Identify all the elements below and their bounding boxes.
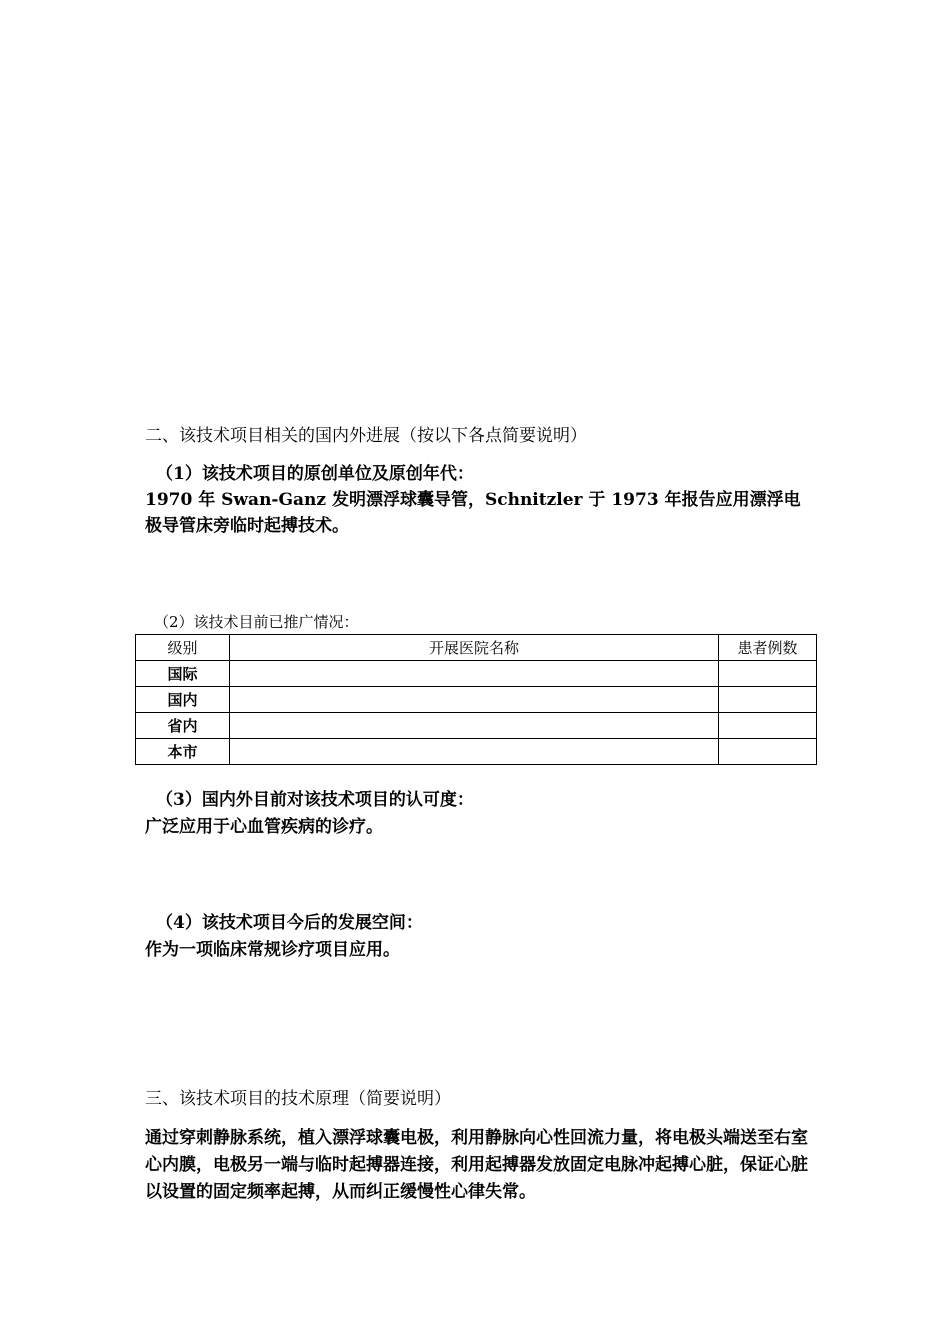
- item-1-body: 1970 年 Swan-Ganz 发明漂浮球囊导管，Schnitzler 于 1973 年报告应用漂浮电极导管床旁临时起搏技术。: [145, 490, 801, 536]
- column-header-hospital: 开展医院名称: [230, 635, 719, 661]
- column-header-cases: 患者例数: [719, 635, 817, 661]
- hospital-cell: [230, 739, 719, 765]
- section-2-title: 二、该技术项目相关的国内外进展（按以下各点简要说明）: [145, 426, 587, 446]
- promotion-table: [135, 634, 817, 765]
- table-row: [136, 713, 817, 739]
- hospital-cell: [230, 687, 719, 713]
- table-row: [136, 687, 817, 713]
- item-2-heading: （2）该技术目前已推广情况：: [154, 613, 359, 631]
- section-3-body: 通过穿刺静脉系统，植入漂浮球囊电极，利用静脉向心性回流力量，将电极头端送至右室心内膜，电极另一端与临时起搏器连接，利用起搏器发放固定电脉冲起搏心脏，保证心脏以设置的固定频率起搏，从而纠正缓慢性心律失常。: [145, 1128, 808, 1202]
- item-3-heading: （3）国内外目前对该技术项目的认可度：: [156, 790, 474, 810]
- item-1-heading: （1）该技术项目的原创单位及原创年代：: [156, 464, 474, 484]
- item-4-heading: （4）该技术项目今后的发展空间：: [156, 913, 423, 933]
- table-row: [136, 661, 817, 687]
- column-header-level: 级别: [136, 635, 230, 661]
- section-3-title: 三、该技术项目的技术原理（简要说明）: [145, 1089, 451, 1109]
- cases-cell: [719, 687, 817, 713]
- cases-cell: [719, 661, 817, 687]
- cases-cell: [719, 713, 817, 739]
- level-cell: 省内: [136, 713, 230, 739]
- level-cell: 国内: [136, 687, 230, 713]
- table-header-row: [136, 635, 817, 661]
- level-cell: 国际: [136, 661, 230, 687]
- item-4-body: 作为一项临床常规诊疗项目应用。: [145, 940, 400, 960]
- cases-cell: [719, 739, 817, 765]
- hospital-cell: [230, 713, 719, 739]
- table-row: [136, 739, 817, 765]
- item-3-body: 广泛应用于心血管疾病的诊疗。: [145, 817, 383, 837]
- level-cell: 本市: [136, 739, 230, 765]
- hospital-cell: [230, 661, 719, 687]
